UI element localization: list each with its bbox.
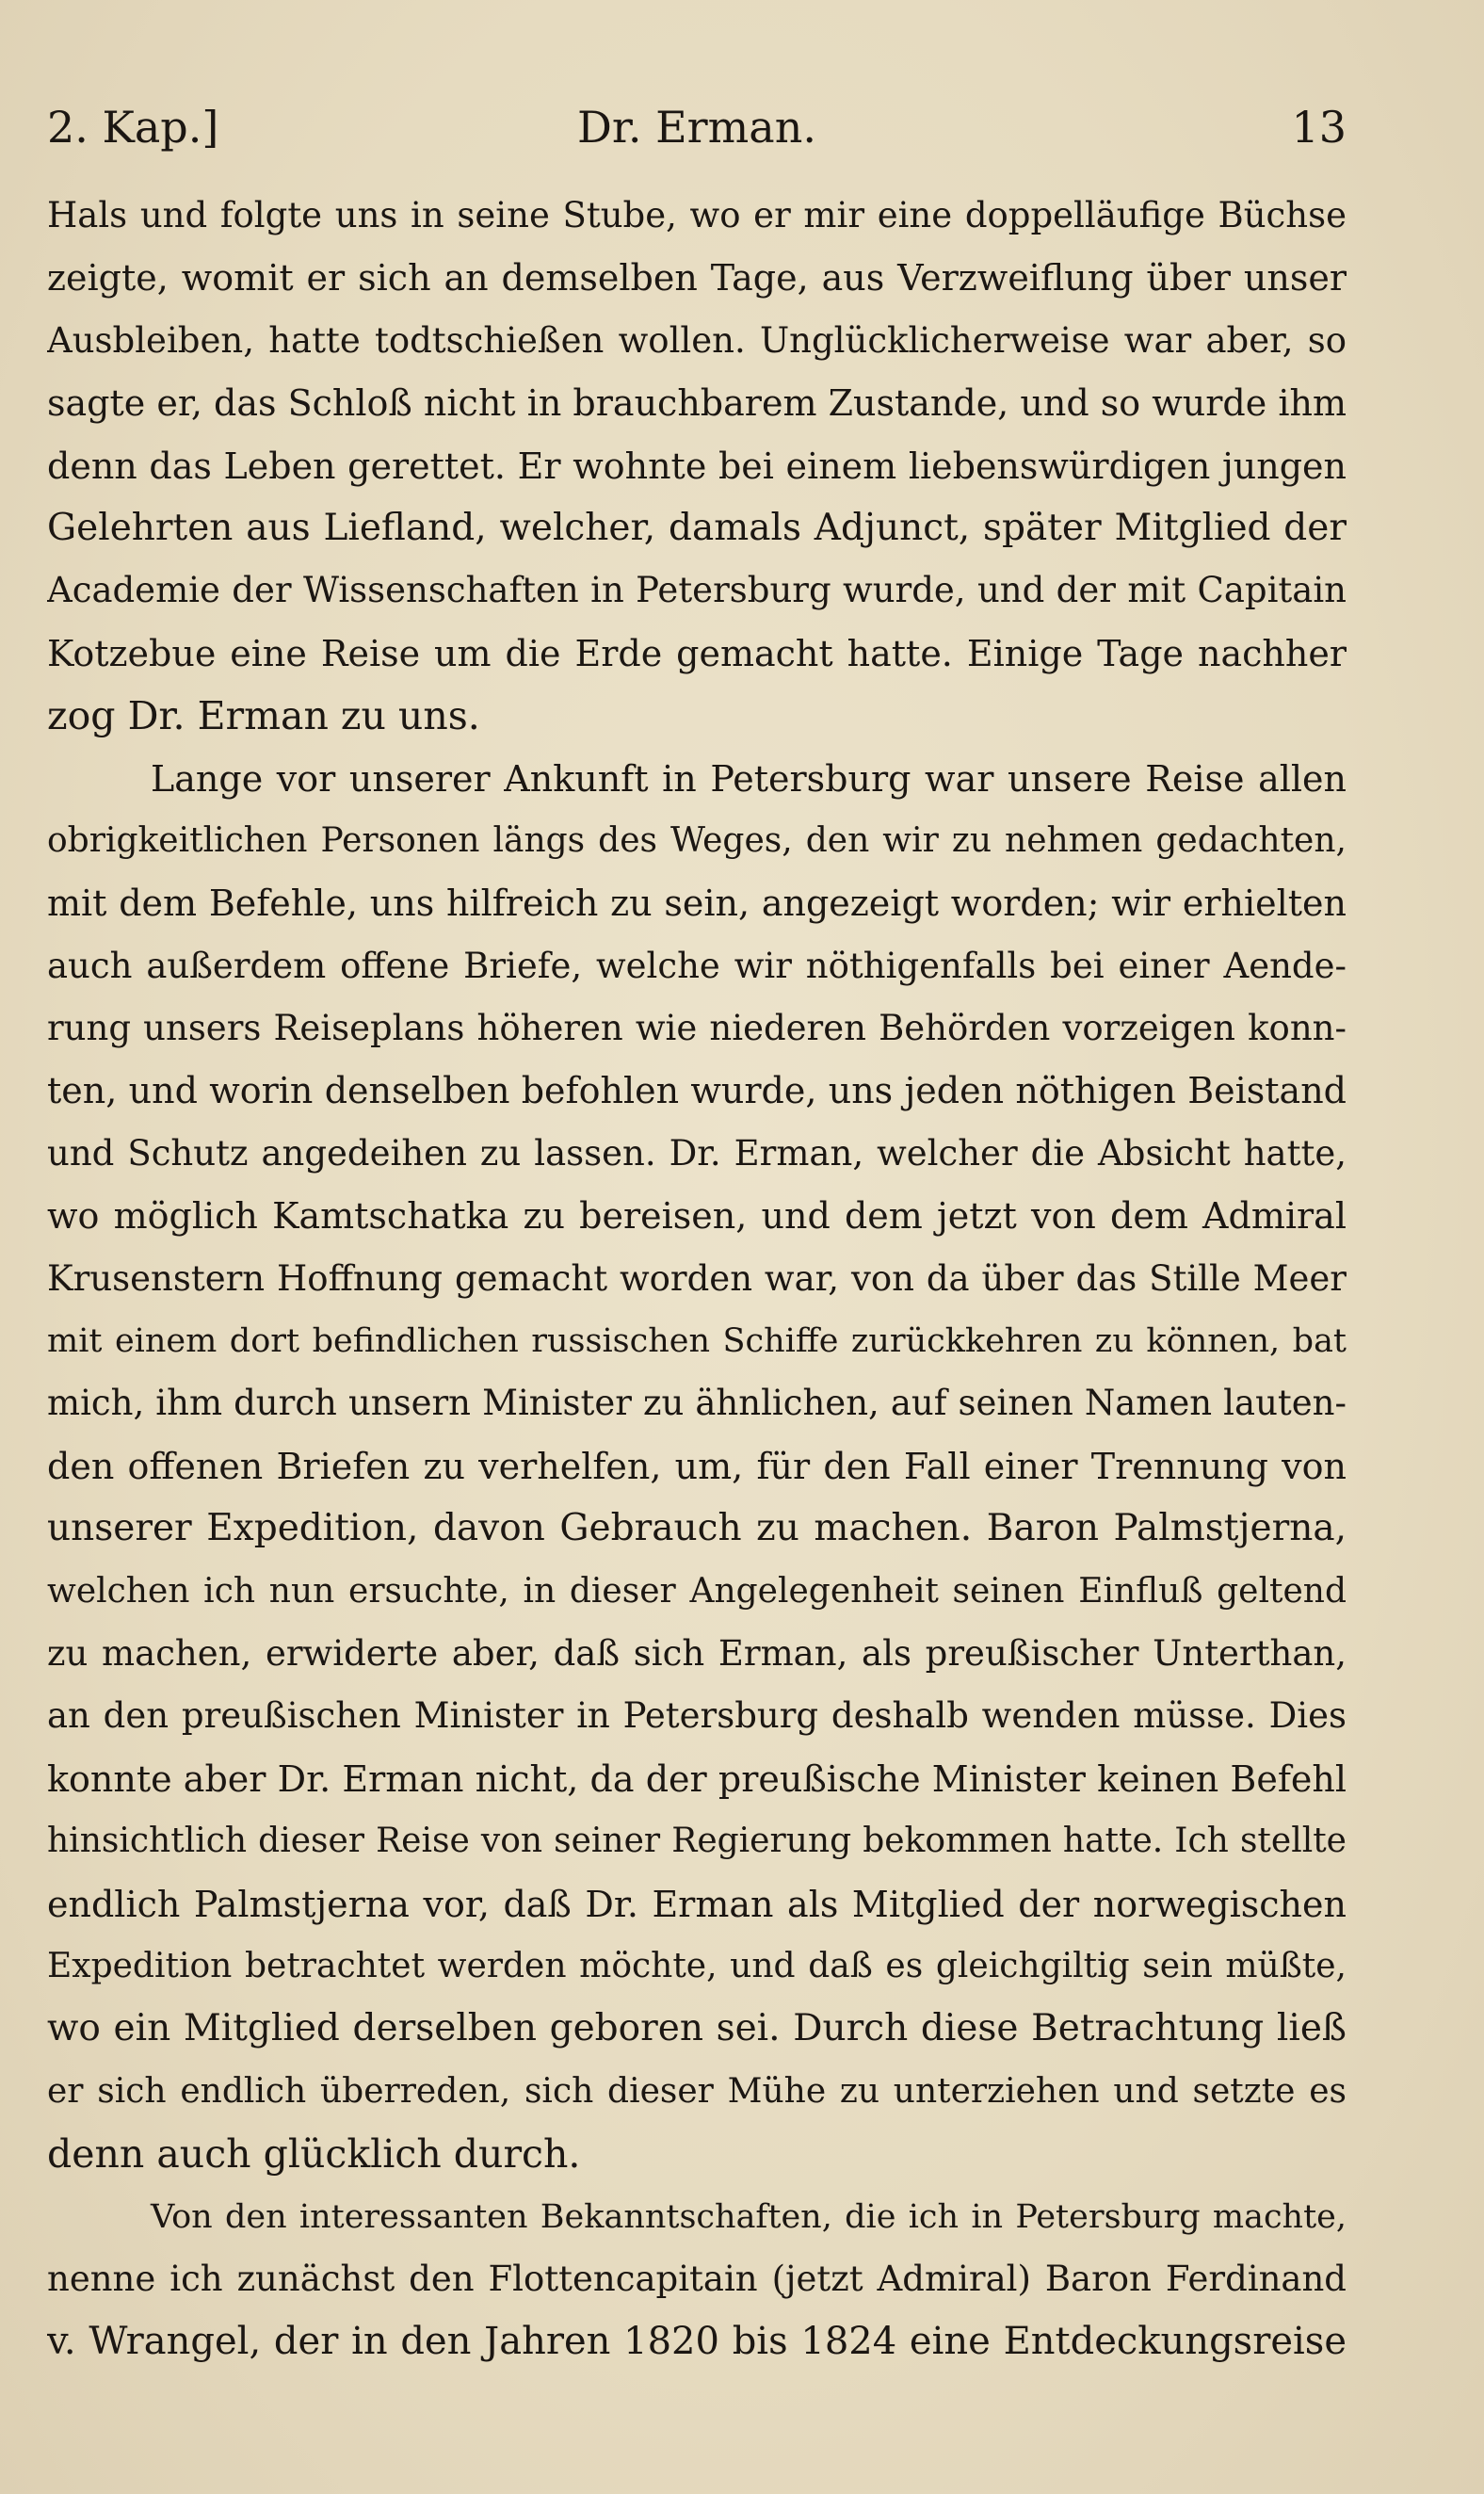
text-line: zu machen, erwiderte aber, daß sich Erman, als preußischer Unterthan,: [47, 1632, 1347, 1674]
text-line: obrigkeitlichen Personen längs des Weges, den wir zu nehmen gedachten,: [47, 820, 1347, 860]
text-line: Gelehrten aus Liefland, welcher, damals Adjunct, später Mitglied der: [47, 506, 1347, 549]
chapter-label: 2. Kap.]: [47, 102, 219, 153]
text-line: endlich Palmstjerna vor, daß Dr. Erman als Mitglied der norwegischen: [47, 1883, 1347, 1925]
text-line: unserer Expedition, davon Gebrauch zu machen. Baron Palmstjerna,: [47, 1507, 1347, 1550]
text-line: ten, und worin denselben befohlen wurde, uns jeden nöthigen Beistand: [47, 1070, 1347, 1112]
text-line: mit einem dort befindlichen russischen Schiffe zurückkehren zu können, bat: [47, 1322, 1347, 1361]
body-text: [47, 185, 1347, 2373]
text-line: auch außerdem offene Briefe, welche wir nöthigenfalls bei einer Aende-: [47, 945, 1347, 986]
text-line: Lange vor unserer Ankunft in Petersburg war unsere Reise allen: [151, 757, 1347, 800]
text-line: wo ein Mitglied derselben geboren sei. Durch diese Betrachtung ließ: [47, 2007, 1347, 2050]
text-line: v. Wrangel, der in den Jahren 1820 bis 1824 eine Entdeckungsreise: [47, 2320, 1347, 2364]
text-line: Von den interessanten Bekanntschaften, die ich in Petersburg machte,: [151, 2197, 1347, 2236]
text-line: zog Dr. Erman zu uns.: [47, 693, 480, 739]
text-line: Krusenstern Hoffnung gemacht worden war, von da über das Stille Meer: [47, 1257, 1347, 1299]
text-line: an den preußischen Minister in Petersburg deshalb wenden müsse. Dies: [47, 1695, 1347, 1737]
text-line: zeigte, womit er sich an demselben Tage, aus Verzweiflung über unser: [47, 257, 1347, 300]
text-line: Academie der Wissenschaften in Petersburg wurde, und der mit Capitain: [47, 570, 1347, 611]
text-line: Kotzebue eine Reise um die Erde gemacht hatte. Einige Tage nachher: [47, 632, 1347, 674]
text-line: nenne ich zunächst den Flottencapitain (jetzt Admiral) Baron Ferdinand: [47, 2258, 1347, 2299]
text-line: denn auch glücklich durch.: [47, 2131, 581, 2178]
text-line: hinsichtlich dieser Reise von seiner Regierung bekommen hatte. Ich stellte: [47, 1822, 1347, 1861]
running-header: [47, 94, 1347, 160]
text-line: konnte aber Dr. Erman nicht, da der preußische Minister keinen Befehl: [47, 1757, 1347, 1800]
text-line: welchen ich nun ersuchte, in dieser Angelegenheit seinen Einfluß geltend: [47, 1571, 1347, 1611]
text-line: mich, ihm durch unsern Minister zu ähnlichen, auf seinen Namen lauten-: [47, 1383, 1347, 1424]
running-title: Dr. Erman.: [577, 102, 816, 153]
text-line: den offenen Briefen zu verhelfen, um, für den Fall einer Trennung von: [47, 1445, 1347, 1487]
page-number: 13: [1291, 102, 1347, 153]
text-line: wo möglich Kamtschatka zu bereisen, und dem jetzt von dem Admiral: [47, 1195, 1347, 1238]
text-line: und Schutz angedeihen zu lassen. Dr. Erman, welcher die Absicht hatte,: [47, 1132, 1347, 1174]
text-line: mit dem Befehle, uns hilfreich zu sein, angezeigt worden; wir erhielten: [47, 883, 1347, 925]
text-line: sagte er, das Schloß nicht in brauchbarem Zustande, und so wurde ihm: [47, 382, 1347, 425]
text-line: Hals und folgte uns in seine Stube, wo er mir eine doppelläufige Büchse: [47, 195, 1347, 235]
text-line: Expedition betrachtet werden möchte, und daß es gleichgiltig sein müßte,: [47, 1946, 1347, 1985]
text-line: Ausbleiben, hatte todtschießen wollen. Unglücklicherweise war aber, so: [47, 319, 1347, 361]
text-line: er sich endlich überreden, sich dieser Mühe zu unterziehen und setzte es: [47, 2071, 1347, 2111]
text-line: denn das Leben gerettet. Er wohnte bei einem liebenswürdigen jungen: [47, 445, 1347, 487]
text-line: rung unsers Reiseplans höheren wie niederen Behörden vorzeigen konn-: [47, 1008, 1347, 1049]
